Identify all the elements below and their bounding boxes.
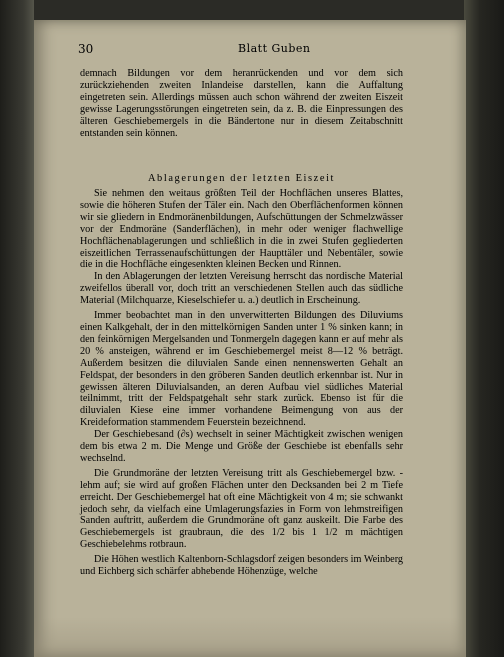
book-gutter-left <box>0 0 34 657</box>
intro-paragraph: demnach Bildungen vor dem heranrückenden und vor dem sich zurückziehenden zweiten Inlandeise darstellen, kann die Auffaltung eingetreten sein. Allerdings müssen auch schon während der zweiten Eiszeit gewisse Lagerungsstörungen eingetreten sein, da z. B. die Einpressungen des älteren Geschiebemergels in die Bändertone nur in diesem Zeitabschnitt entstanden sein können. <box>80 68 403 139</box>
book-edge-right <box>464 0 504 657</box>
section-text-block <box>80 188 403 578</box>
paragraph-kalkgehalt: Immer beobachtet man in den unverwitterten Bildungen des Diluviums einen Kalkgehalt, der in den mittelkörnigen Sanden unter 1 % sinken kann; in den feinkörnigen Mergelsanden und Tonmergeln dagegen kann er auf mehr als 20 % ansteigen, während er im Geschiebemergel meist 8—12 % beträgt. Außerdem besitzen die diluvialen Sande einen nennenswerten Gehalt an Feldspat, der besonders in den gröberen Sanden deutlich erkennbar ist. Nur in gewissen älteren Diluvialsanden, an deren Aufbau viel südliches Material teilnimmt, tritt der Feldspatgehalt sehr stark zurück. Ebenso ist für die diluvialen Kiese eine immer vorhandene Beimengung von aus der Kreideformation stammendem Feuerstein bezeichnend. <box>80 310 403 429</box>
paragraph-grundmoraene: Die Grundmoräne der letzten Vereisung tritt als Geschiebemergel bzw. -lehm auf; sie wird auf großen Flächen unter den Decksanden bei 2 m Tiefe erreicht. Der Geschiebemergel hat oft eine Mächtigkeit von 4 m; sie schwankt jedoch sehr, da vielfach eine Umlagerungsfazies in Form von lehmstreifigen Sanden auftritt, außerdem die Grundmoräne oft ganz auskeilt. Die Farbe des Geschiebemergels ist graubraun, die des 1/2 bis 1 1/2 m mächtigen Geschiebelehms rotbraun. <box>80 467 403 551</box>
paragraph-hoehen: Die Höhen westlich Kaltenborn-Schlagsdorf zeigen besonders im Weinberg und Eichberg sich schärfer abhebende Höhenzüge, welche <box>80 554 403 578</box>
running-head: Blatt Guben <box>238 42 311 55</box>
paragraph-nordisches-material: In den Ablagerungen der letzten Vereisung herrscht das nordische Material zweifellos überall vor, doch tritt an verschiedenen Stellen auch das südliche Material (Milchquarze, Kieselschiefer u. a.) deutlich in Erscheinung. <box>80 271 403 307</box>
paragraph-geschiebesand: Der Geschiebesand (∂s) wechselt in seiner Mächtigkeit zwischen wenigen dem bis etwa 2 m. Die Menge und Größe der Geschiebe ist ebenfalls sehr wechselnd. <box>80 429 403 464</box>
section-heading: Ablagerungen der letzten Eiszeit <box>147 173 336 184</box>
page-discoloration <box>34 617 466 657</box>
intro-text-block <box>80 68 403 139</box>
paragraph-hochflaechen: Sie nehmen den weitaus größten Teil der Hochflächen unseres Blattes, sowie die höheren Stufen der Täler ein. Nach den Oberflächenformen können wir sie gliedern in Endmoränenbildungen, Aufschüttungen der Schmelzwässer vor der Endmoräne (Sanderflächen), in mehr oder weniger flachwellige Hochflächenablagerungen und schließlich in die in zwei Stufen gegliederten eiszeitlichen Terrassenaufschüttungen der Haupttäler und Nebentäler, sowie die in die Hochfläche eingesenkten kleinen Becken und Rinnen. <box>80 188 403 271</box>
page-header <box>78 42 438 58</box>
page-number: 30 <box>78 42 94 56</box>
